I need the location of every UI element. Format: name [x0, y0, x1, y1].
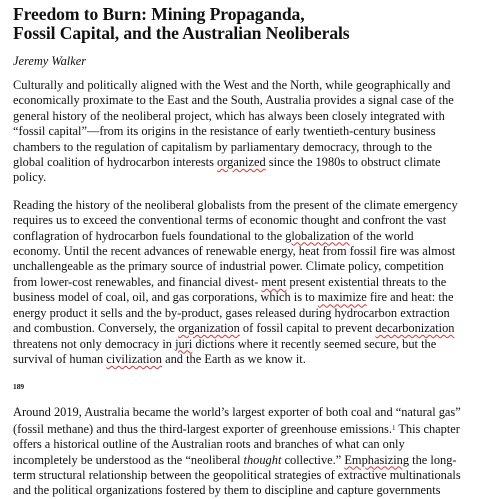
- paragraph-1: [13, 78, 475, 186]
- text-run: term structural relationship between the geopolitical strategies of extractive multinationals: [13, 467, 461, 482]
- text-run: and the political organizations fostered by them to discipline and capture governments: [13, 483, 441, 498]
- text-run: present existential threats to the: [286, 274, 447, 289]
- text-run: “fossil capital”—from its origins in the resistance of early twentieth-century business: [13, 124, 436, 139]
- text-run: conflagration of hydrocarbon fuels foundational to the: [13, 228, 286, 243]
- author-name: Jeremy Walker: [13, 54, 87, 68]
- chapter-title-line-2: Fossil Capital, and the Australian Neoliberals: [13, 23, 350, 43]
- text-run: from lower-cost renewables, and financial divest-: [13, 274, 262, 289]
- page-number: 189: [13, 382, 25, 392]
- text-run: economy. Until the recent advances of renewable energy, heat from fossil fire was almost: [13, 244, 456, 259]
- text-run: of the world: [349, 228, 414, 243]
- spellcheck-word: Emphasizing: [344, 452, 410, 467]
- text-run: of fossil capital to prevent: [239, 321, 376, 336]
- italic-word: thought: [243, 452, 282, 467]
- text-run: general history of the neoliberal project, which has always been closely integrated with: [13, 108, 445, 123]
- text-run: fire and heat: the: [366, 290, 454, 305]
- paragraph-2: [13, 198, 475, 367]
- text-run: (fossil methane) and thus the third-largest exporter of greenhouse emissions.: [13, 421, 392, 436]
- footnote-marker[interactable]: 1: [391, 423, 396, 432]
- text-run: the long-: [409, 452, 457, 467]
- text-run: survival of human: [13, 351, 107, 366]
- text-run: energy product it sells and the by-product, gases released during hydrocarbon extraction: [13, 305, 450, 320]
- spellcheck-word: organization: [178, 321, 240, 336]
- spellcheck-word: ment: [261, 274, 287, 289]
- text-run: and the Earth as we know it.: [162, 351, 306, 366]
- text-run: chambers to the regulation of capitalism by parliamentary democracy, through to the: [13, 139, 432, 154]
- paragraph-3: [13, 405, 475, 498]
- spellcheck-word: maximize: [317, 290, 367, 305]
- chapter-title: [13, 5, 475, 43]
- spellcheck-word: globalization: [285, 228, 350, 243]
- text-run: Culturally and politically aligned with the West and the North, while geographically and: [13, 78, 451, 92]
- text-run: and combustion. Conversely, the: [13, 321, 179, 336]
- text-run: threatens not only democracy in: [13, 336, 176, 351]
- text-run: offers a historical outline of the Australian roots and branches of what can only: [13, 437, 405, 452]
- text-run: This chapter: [395, 421, 460, 436]
- text-run: Reading the history of the neoliberal globalists from the present of the climate emergency: [13, 197, 458, 212]
- text-run: requires us to exceed the conventional terms of economic thought and confront the vast: [13, 213, 447, 228]
- text-run: incompletely be understood as the “neoliberal: [13, 452, 244, 467]
- spellcheck-word: juri: [175, 336, 193, 351]
- text-run: collective.”: [281, 452, 345, 467]
- text-run: business model of coal, oil, and gas corporations, which is to: [13, 290, 318, 305]
- spellcheck-word: decarbonization: [375, 321, 455, 336]
- text-run: since the 1980s to obstruct climate: [265, 155, 441, 170]
- text-run: global coalition of hydrocarbon interests: [13, 155, 218, 170]
- chapter-title-line-1: Freedom to Burn: Mining Propaganda,: [13, 4, 305, 24]
- text-run: policy.: [13, 170, 47, 185]
- text-run: unchallengeable as the primary source of industrial power. Climate policy, competition: [13, 259, 444, 274]
- spellcheck-word: organized: [217, 155, 266, 170]
- document-page: [13, 0, 475, 499]
- text-run: Around 2019, Australia became the world’s largest exporter of both coal and “natural gas”: [13, 405, 461, 420]
- text-run: dictions where it recently seemed secure, but the: [192, 336, 437, 351]
- spellcheck-word: civilization: [106, 351, 163, 366]
- text-run: economically proximate to the East and the South, Australia provides a signal case of the: [13, 93, 454, 108]
